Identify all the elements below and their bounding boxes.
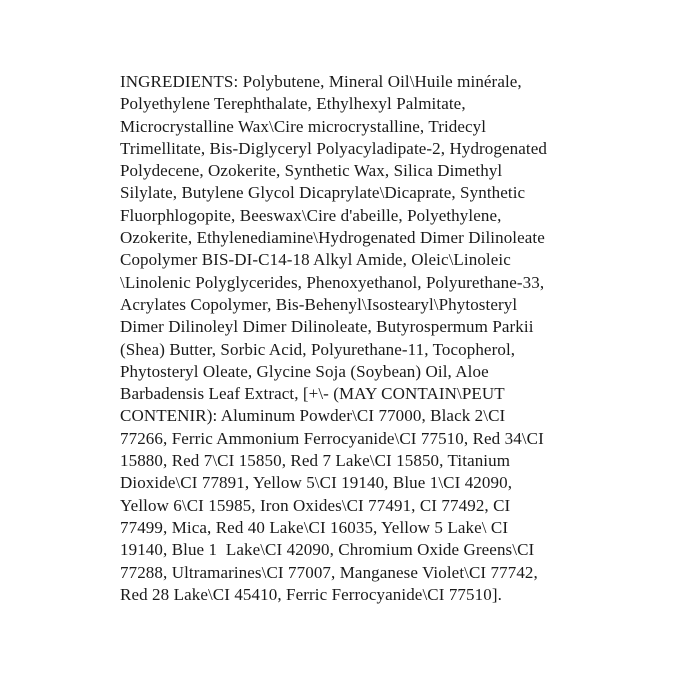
ingredients-line: Ozokerite, Ethylenediamine\Hydrogenated Dimer Dilinoleate: [120, 228, 545, 248]
ingredients-line: Trimellitate, Bis-Diglyceryl Polyacyladipate-2, Hydrogenated: [120, 138, 547, 158]
ingredients-line: 19140, Blue 1 Lake\CI 42090, Chromium Oxide Greens\CI: [120, 540, 535, 560]
ingredients-line: Dioxide\CI 77891, Yellow 5\CI 19140, Blue 1\CI 42090,: [120, 473, 513, 493]
ingredients-line: 77266, Ferric Ammonium Ferrocyanide\CI 77510, Red 34\CI: [120, 428, 544, 448]
ingredients-line: 77288, Ultramarines\CI 77007, Manganese Violet\CI 77742,: [120, 562, 538, 582]
ingredients-line: Copolymer BIS-DI-C14-18 Alkyl Amide, Oleic\Linoleic: [120, 250, 511, 270]
ingredients-line: Polydecene, Ozokerite, Synthetic Wax, Silica Dimethyl: [120, 161, 503, 181]
ingredients-line: Phytosteryl Oleate, Glycine Soja (Soybean) Oil, Aloe: [120, 361, 489, 381]
ingredients-line: CONTENIR): Aluminum Powder\CI 77000, Black 2\CI: [120, 406, 506, 426]
ingredients-line: Fluorphlogopite, Beeswax\Cire d'abeille, Polyethylene,: [120, 205, 502, 225]
ingredients-line: Acrylates Copolymer, Bis-Behenyl\Isostearyl\Phytosteryl: [120, 294, 518, 314]
ingredients-line: 15880, Red 7\CI 15850, Red 7 Lake\CI 15850, Titanium: [120, 451, 511, 471]
ingredients-line: Microcrystalline Wax\Cire microcrystalline, Tridecyl: [120, 116, 487, 136]
ingredients-line: Polyethylene Terephthalate, Ethylhexyl Palmitate,: [120, 94, 466, 114]
ingredients-line: Barbadensis Leaf Extract, [+\- (MAY CONTAIN\PEUT: [120, 384, 505, 404]
ingredients-line: Yellow 6\CI 15985, Iron Oxides\CI 77491, CI 77492, CI: [120, 495, 511, 515]
ingredients-line: Silylate, Butylene Glycol Dicaprylate\Dicaprate, Synthetic: [120, 183, 526, 203]
ingredients-line: Dimer Dilinoleyl Dimer Dilinoleate, Butyrospermum Parkii: [120, 317, 534, 337]
ingredients-line: Red 28 Lake\CI 45410, Ferric Ferrocyanide\CI 77510].: [120, 584, 502, 604]
ingredients-text-block: [120, 71, 570, 606]
ingredients-line: (Shea) Butter, Sorbic Acid, Polyurethane-11, Tocopherol,: [120, 339, 516, 359]
ingredients-line: \Linolenic Polyglycerides, Phenoxyethanol, Polyurethane-33,: [120, 272, 545, 292]
ingredients-line: INGREDIENTS: Polybutene, Mineral Oil\Huile minérale,: [120, 72, 522, 91]
ingredients-line: 77499, Mica, Red 40 Lake\CI 16035, Yellow 5 Lake\ CI: [120, 517, 509, 537]
